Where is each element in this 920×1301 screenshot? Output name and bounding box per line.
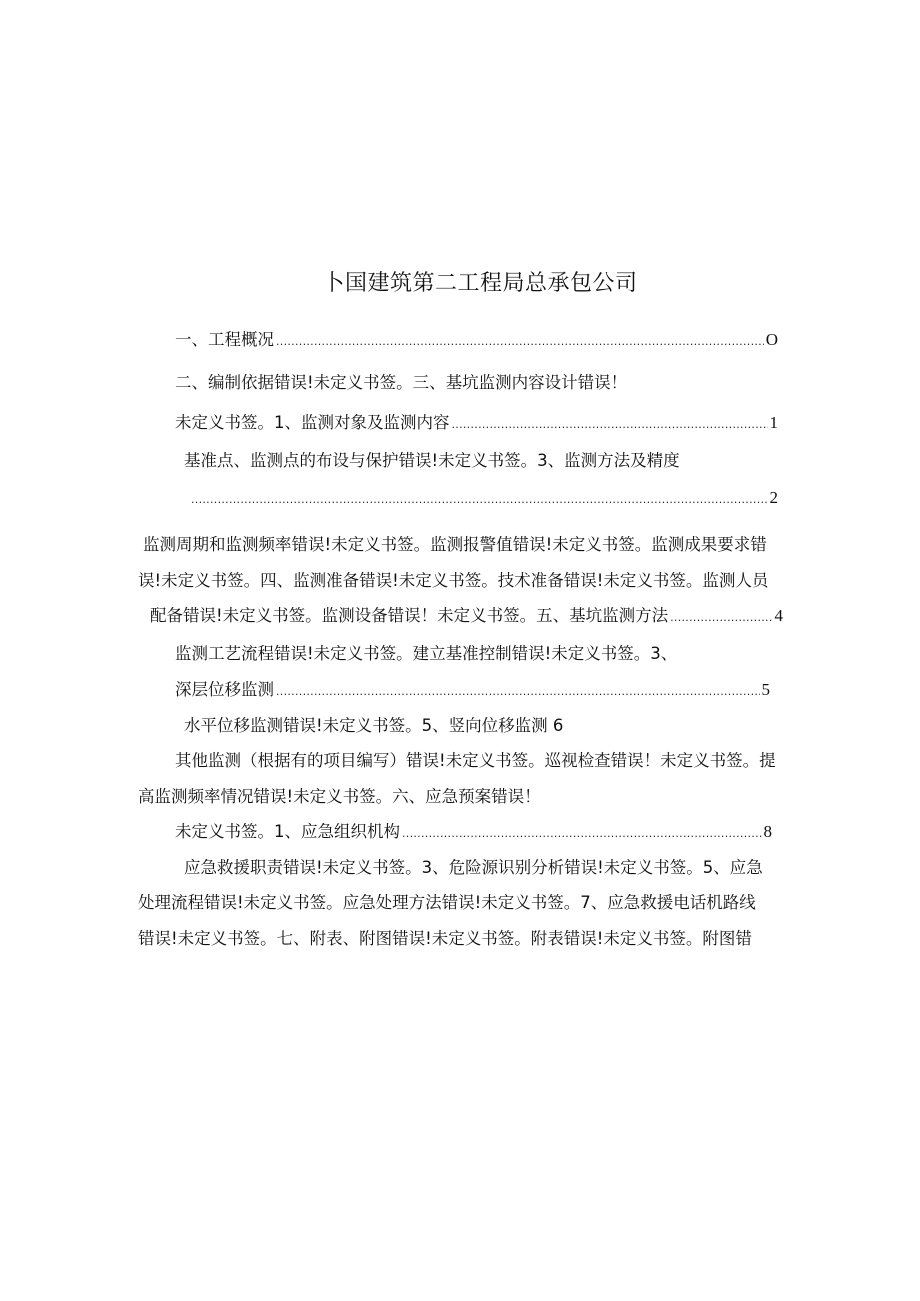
toc-page-number: 1 [769,413,778,432]
toc-entry-project-overview[interactable] [175,329,778,353]
toc-entry-methods-page[interactable] [189,487,778,511]
document-title: 卜国建筑第二工程局总承包公司 [322,271,638,296]
toc-entry-deep-displacement[interactable] [175,679,770,703]
toc-entry-monitoring-methods[interactable] [150,605,783,629]
toc-leader-dots [276,331,764,353]
toc-line: 监测工艺流程错误!未定义书签。建立基准控制错误!未定义书签。3、 [175,644,678,663]
toc-entry-text: 未定义书签。1、监测对象及监测内容 [175,413,450,432]
toc-line: 处理流程错误!未定义书签。应急处理方法错误!未定义书签。7、应急救援电话机路线 [138,893,756,912]
toc-entry-text: 深层位移监测 [175,680,274,699]
toc-entry-emergency-organization[interactable] [175,821,772,845]
toc-entry-text: 配备错误!未定义书签。监测设备错误！未定义书签。五、基坑监测方法 [150,606,669,625]
toc-leader-dots [276,681,760,703]
toc-line: 应急救援职责错误!未定义书签。3、危险源识别分析错误!未定义书签。5、应急 [184,858,763,877]
toc-line: 其他监测（根据有的项目编写）错误!未定义书签。巡视检查错误！未定义书签。提 [175,751,776,770]
toc-line: 错误!未定义书签。七、附表、附图错误!未定义书签。附表错误!未定义书签。附图错 [138,929,752,948]
toc-page-number: O [765,330,778,349]
toc-line: 误!未定义书签。四、监测准备错误!未定义书签。技术准备错误!未定义书签。监测人员 [138,571,769,590]
toc-page-number: 4 [774,606,783,625]
toc-entry-text: 一、工程概况 [175,330,274,349]
toc-entry-text: 未定义书签。1、应急组织机构 [175,822,400,841]
toc-leader-dots [191,489,768,511]
toc-line: 高监测频率情况错误!未定义书签。六、应急预案错误！ [138,787,541,806]
toc-line: 二、编制依据错误!未定义书签。三、基坑监测内容设计错误！ [175,373,628,392]
toc-leader-dots [670,607,772,629]
toc-line: 水平位移监测错误!未定义书签。5、竖向位移监测 6 [184,716,564,735]
toc-page-number: 8 [763,822,772,841]
toc-entry-monitoring-objects[interactable] [175,412,778,436]
toc-line: 基准点、监测点的布设与保护错误!未定义书签。3、监测方法及精度 [184,451,680,470]
toc-line: 监测周期和监测频率错误!未定义书签。监测报警值错误!未定义书签。监测成果要求错 [143,535,767,554]
toc-leader-dots [402,823,762,845]
toc-page-number: 5 [761,680,770,699]
toc-page-number: 2 [769,488,778,507]
toc-leader-dots [452,414,768,436]
